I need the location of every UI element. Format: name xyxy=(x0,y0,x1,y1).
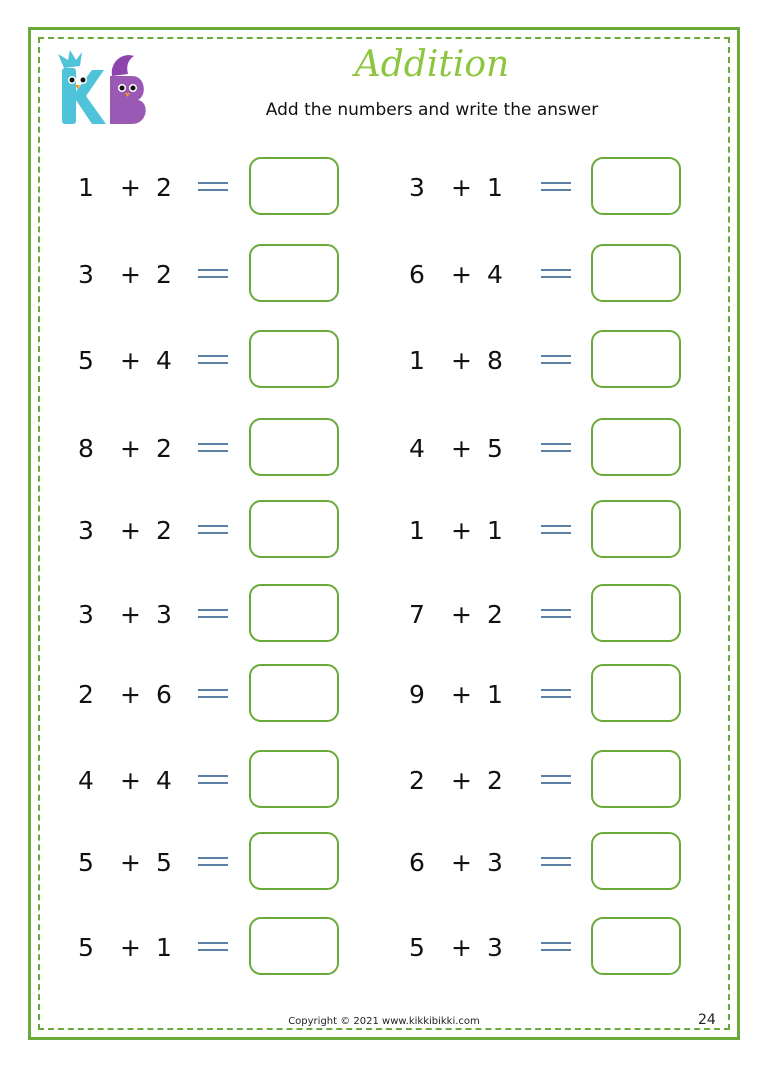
answer-box[interactable] xyxy=(249,500,339,558)
addend-1: 9 xyxy=(409,680,425,709)
addend-1: 3 xyxy=(78,516,94,545)
answer-box[interactable] xyxy=(249,664,339,722)
plus-sign: + xyxy=(120,516,141,545)
addend-1: 1 xyxy=(409,346,425,375)
page-number: 24 xyxy=(698,1012,716,1028)
addend-1: 1 xyxy=(78,173,94,202)
addend-1: 1 xyxy=(409,516,425,545)
addend-1: 5 xyxy=(409,933,425,962)
problem-right-6 xyxy=(409,582,683,648)
problem-left-3 xyxy=(78,328,341,394)
copyright-text: Copyright © 2021 www.kikkibikki.com xyxy=(288,1016,480,1027)
addend-1: 8 xyxy=(78,434,94,463)
plus-sign: + xyxy=(120,766,141,795)
addend-1: 5 xyxy=(78,346,94,375)
equals-sign xyxy=(198,525,228,534)
plus-sign: + xyxy=(120,173,141,202)
plus-sign: + xyxy=(451,933,472,962)
problem-right-7 xyxy=(409,662,683,728)
addend-2: 2 xyxy=(156,516,172,545)
equals-sign xyxy=(541,857,571,866)
problem-right-8 xyxy=(409,748,683,814)
addend-2: 6 xyxy=(156,680,172,709)
addend-1: 5 xyxy=(78,848,94,877)
addend-2: 2 xyxy=(487,600,503,629)
equals-sign xyxy=(198,689,228,698)
problem-left-6 xyxy=(78,582,341,648)
answer-box[interactable] xyxy=(249,750,339,808)
addend-2: 1 xyxy=(487,516,503,545)
plus-sign: + xyxy=(451,680,472,709)
plus-sign: + xyxy=(120,848,141,877)
addend-1: 6 xyxy=(409,260,425,289)
addend-1: 3 xyxy=(409,173,425,202)
answer-box[interactable] xyxy=(591,584,681,642)
answer-box[interactable] xyxy=(249,418,339,476)
answer-box[interactable] xyxy=(591,832,681,890)
addend-2: 2 xyxy=(156,173,172,202)
equals-sign xyxy=(541,182,571,191)
addend-2: 1 xyxy=(156,933,172,962)
addend-2: 5 xyxy=(156,848,172,877)
answer-box[interactable] xyxy=(249,330,339,388)
equals-sign xyxy=(198,355,228,364)
equals-sign xyxy=(541,355,571,364)
equals-sign xyxy=(198,775,228,784)
plus-sign: + xyxy=(451,516,472,545)
answer-box[interactable] xyxy=(591,330,681,388)
plus-sign: + xyxy=(451,766,472,795)
addend-2: 1 xyxy=(487,173,503,202)
answer-box[interactable] xyxy=(249,584,339,642)
addend-2: 3 xyxy=(487,933,503,962)
problem-right-3 xyxy=(409,328,683,394)
worksheet-title: Addition xyxy=(354,44,510,85)
problem-left-9 xyxy=(78,830,341,896)
addend-1: 3 xyxy=(78,260,94,289)
addend-1: 4 xyxy=(409,434,425,463)
plus-sign: + xyxy=(120,434,141,463)
answer-box[interactable] xyxy=(249,157,339,215)
plus-sign: + xyxy=(120,346,141,375)
problem-right-9 xyxy=(409,830,683,896)
addend-2: 8 xyxy=(487,346,503,375)
plus-sign: + xyxy=(451,434,472,463)
addend-1: 2 xyxy=(78,680,94,709)
equals-sign xyxy=(198,269,228,278)
addend-1: 7 xyxy=(409,600,425,629)
plus-sign: + xyxy=(451,848,472,877)
addend-1: 6 xyxy=(409,848,425,877)
problem-left-7 xyxy=(78,662,341,728)
problem-left-10 xyxy=(78,915,341,981)
equals-sign xyxy=(541,269,571,278)
problem-right-2 xyxy=(409,242,683,308)
addend-2: 4 xyxy=(487,260,503,289)
plus-sign: + xyxy=(451,173,472,202)
problem-right-10 xyxy=(409,915,683,981)
addend-2: 5 xyxy=(487,434,503,463)
problem-right-4 xyxy=(409,416,683,482)
problem-left-5 xyxy=(78,498,341,564)
answer-box[interactable] xyxy=(249,244,339,302)
equals-sign xyxy=(541,525,571,534)
answer-box[interactable] xyxy=(591,750,681,808)
addend-2: 1 xyxy=(487,680,503,709)
addend-2: 2 xyxy=(487,766,503,795)
addend-1: 4 xyxy=(78,766,94,795)
plus-sign: + xyxy=(120,600,141,629)
equals-sign xyxy=(198,857,228,866)
equals-sign xyxy=(198,609,228,618)
problem-right-5 xyxy=(409,498,683,564)
plus-sign: + xyxy=(120,680,141,709)
problem-left-4 xyxy=(78,416,341,482)
addend-1: 3 xyxy=(78,600,94,629)
plus-sign: + xyxy=(451,600,472,629)
problem-left-8 xyxy=(78,748,341,814)
plus-sign: + xyxy=(120,260,141,289)
equals-sign xyxy=(198,942,228,951)
answer-box[interactable] xyxy=(249,917,339,975)
answer-box[interactable] xyxy=(591,917,681,975)
answer-box[interactable] xyxy=(591,664,681,722)
answer-box[interactable] xyxy=(249,832,339,890)
equals-sign xyxy=(541,609,571,618)
addend-2: 2 xyxy=(156,260,172,289)
equals-sign xyxy=(198,182,228,191)
equals-sign xyxy=(541,689,571,698)
answer-box[interactable] xyxy=(591,500,681,558)
answer-box[interactable] xyxy=(591,157,681,215)
addend-2: 4 xyxy=(156,346,172,375)
addend-2: 3 xyxy=(156,600,172,629)
plus-sign: + xyxy=(120,933,141,962)
plus-sign: + xyxy=(451,260,472,289)
worksheet-instruction: Add the numbers and write the answer xyxy=(265,100,599,120)
addend-2: 3 xyxy=(487,848,503,877)
addend-1: 5 xyxy=(78,933,94,962)
addend-2: 2 xyxy=(156,434,172,463)
problem-left-1 xyxy=(78,155,341,221)
equals-sign xyxy=(541,942,571,951)
addend-1: 2 xyxy=(409,766,425,795)
answer-box[interactable] xyxy=(591,244,681,302)
equals-sign xyxy=(541,443,571,452)
problem-right-1 xyxy=(409,155,683,221)
answer-box[interactable] xyxy=(591,418,681,476)
plus-sign: + xyxy=(451,346,472,375)
addend-2: 4 xyxy=(156,766,172,795)
problem-left-2 xyxy=(78,242,341,308)
equals-sign xyxy=(541,775,571,784)
equals-sign xyxy=(198,443,228,452)
